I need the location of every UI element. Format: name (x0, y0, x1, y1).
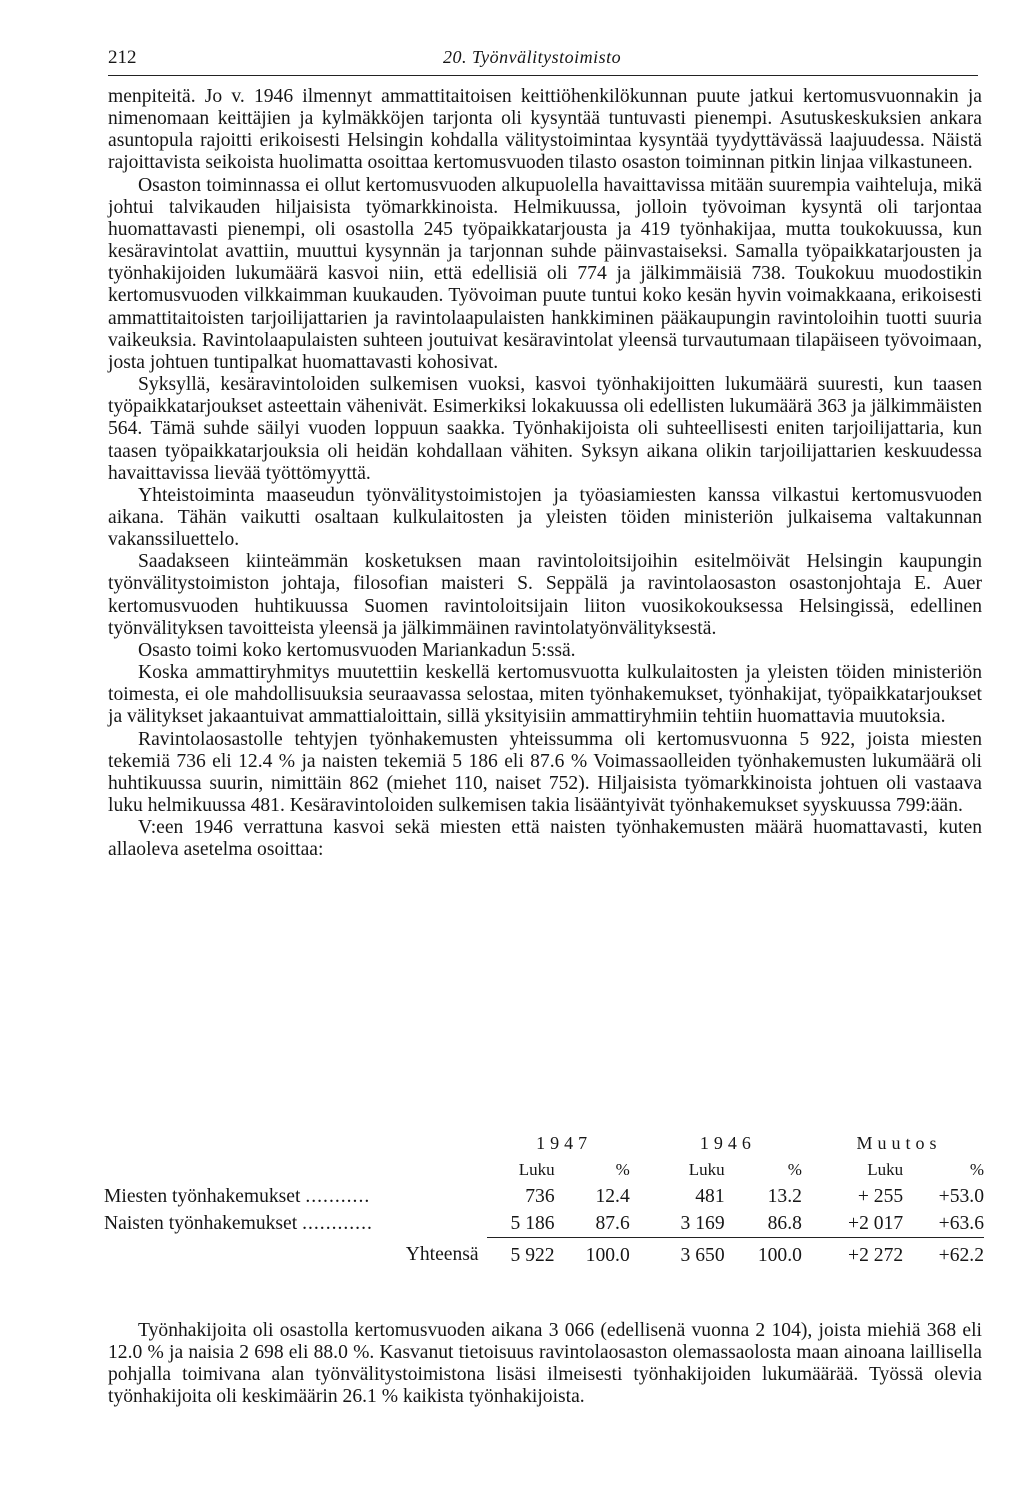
table-cell: 100.0 (555, 1238, 642, 1270)
table-sub-header-row (104, 1157, 984, 1183)
row-label-text: Naisten työnhakemukset (104, 1212, 298, 1234)
table-cell: 100.0 (725, 1238, 814, 1270)
year-header-change: Muutos (856, 1133, 942, 1153)
column-header: Luku (688, 1160, 725, 1179)
table-cell: +2 017 (848, 1212, 904, 1234)
statistics-table (104, 1130, 984, 1269)
column-header: Luku (867, 1160, 904, 1179)
table-cell: +53.0 (938, 1185, 984, 1207)
paragraph: Syksyllä, kesäravintoloiden sulkemisen vuoksi, kasvoi työnhakijoitten lukumäärä suuresti, kun taasen työpaikkatarjoukset asteettain vähenivät. Esimerkiksi lokakuussa oli edellisten lukumäärä 363 ja jälkimmäisten 564. Tämä suhde säilyi vuoden loppuun saakka. Työnhakijoista oli suhteellisesti eniten tarjoilijattaria, kun taasen työpaikkatarjouksia oli heidän kohdallaan vähiten. Syksyn aikana olikin tarjoilijattarien keskuudessa havaittavissa lievää työttömyyttä. (108, 374, 982, 484)
table-cell: 86.8 (767, 1212, 802, 1234)
table-cell: 13.2 (767, 1185, 802, 1207)
paragraph: Yhteistoiminta maaseudun työnvälitystoimistojen ja työasiamiesten kanssa vilkastui kertomusvuoden aikana. Tähän vaikutti osaltaan kulkulaitosten ja yleisten töiden ministeriön julkaisema valtakunnan vakanssiluettelo. (108, 484, 982, 551)
paragraph-continuation: menpiteitä. Jo v. 1946 ilmennyt ammattitaitoisen keittiöhenkilökunnan puute jatkui kertomusvuonnakin ja nimenomaan keittäjien ja kylmäkköjen tarjonta oli kysyntää tuntuvasti pienempi. Asutuskeskuksien ankara asuntopula rajoitti erikoisesti Helsingin kohdalla välitystoimintaa kysyntää tyydyttävässä laajuudessa. Näistä rajoittavista seikoista huolimatta osoittaa kertomusvuoden tilasto osaston toiminnan pitkin linjaa vilkastuneen. (108, 86, 982, 174)
table-cell: 12.4 (595, 1185, 630, 1207)
total-label: Yhteensä (405, 1244, 479, 1266)
table-cell: +2 272 (814, 1238, 903, 1270)
table-row (104, 1210, 984, 1238)
row-label-text: Miesten työnhakemukset (104, 1185, 301, 1207)
paragraph: V:een 1946 verrattuna kasvoi sekä miesten että naisten työnhakemusten määrä huomattavasti, kuten allaoleva asetelma osoittaa: (108, 817, 982, 861)
leader-dots: ........... (305, 1185, 371, 1207)
header-rule (108, 75, 978, 76)
paragraph: Ravintolaosastolle tehtyjen työnhakemusten yhteissumma oli kertomusvuonna 5 922, joista miesten tekemiä 736 eli 12.4 % ja naisten tekemiä 5 186 eli 87.6 % Voimassaolleiden työnhakemusten lukumäärä oli huhtikuussa suurin, nimittäin 862 (miehet 110, naiset 752). Hiljaisista työmarkkinoista johtuen oli vastaava luku helmikuussa 481. Kesäravintoloiden sulkemisen takia lisääntyivät työnhakemukset syyskuussa 799:ään. (108, 728, 982, 816)
page-header (108, 47, 978, 73)
table-year-header-row (104, 1130, 984, 1157)
paragraph: Työnhakijoita oli osastolla kertomusvuoden aikana 3 066 (edellisenä vuonna 2 104), joista miehiä 368 eli 12.0 % ja naisia 2 698 eli 88.0 %. Kasvanut tietoisuus ravintolaosaston olemassaolosta maan ainoana laillisella pohjalla toimivana alan työnvälitystoimistona lisäsi ilmeisesti työnhakijoiden lukumäärää. Työssä olevia työnhakijoita oli keskimäärin 26.1 % kaikista työnhakijoista. (108, 1320, 982, 1408)
table-cell: 736 (525, 1185, 555, 1207)
running-head: 20. Työnvälitystoimisto (443, 47, 622, 67)
table-cell: 5 922 (487, 1238, 555, 1270)
paragraph: Saadakseen kiinteämmän kosketuksen maan ravintoloitsijoihin esitelmöivät Helsingin kaupungin työnvälitystoimiston johtaja, filosofian maisteri S. Seppälä ja ravintolaosaston osastonjohtaja E. Auer kertomusvuoden huhtikuussa Suomen ravintoloitsijain liiton vuosikokouksessa Helsingissä, edellinen työnvälityksen tavoitteista yleensä ja jälkimmäinen ravintolatyönvälityksestä. (108, 551, 982, 639)
table-cell: +63.6 (938, 1212, 984, 1234)
paragraph: Osaston toiminnassa ei ollut kertomusvuoden alkupuolella havaittavissa mitään suurempia vaihteluja, mikä johtui talvikauden hiljaisista työmarkkinoista. Helmikuussa, jolloin työvoiman kysyntä oli tarjontaa huomattavasti pienempi, oli osastolla 245 työpaikkatarjousta ja 419 työnhakijaa, mutta toukokuussa, kun kesäravintolat avattiin, muuttui kysynnän ja tarjonnan suhde päinvastaiseksi. Samalla työpaikkatarjousten ja työnhakijoiden lukumäärä kasvoi niin, että edellisiä oli 774 ja jälkimmäisiä 738. Toukokuu muodostikin kertomusvuoden vilkkaimman kuukauden. Työvoiman puute tuntui koko kesän hyvin voimakkaana, erikoisesti ammattitaitoisten tarjoilijattarien ja ravintolaapulaisten hankkiminen pääkaupungin ravintoloihin tuotti suuria vaikeuksia. Ravintolaapulaisten suhteen joutuivat kesäravintolat yleensä turvautumaan tilapäiseen työvoimaan, josta johtuen tuntipalkat huomattavasti kohosivat. (108, 174, 982, 373)
body-text (108, 86, 982, 861)
table-cell: 3 650 (642, 1238, 725, 1270)
table-total-row (104, 1238, 984, 1270)
column-header: Luku (518, 1160, 555, 1179)
paragraph: Osasto toimi koko kertomusvuoden Mariankadun 5:ssä. (138, 639, 576, 661)
year-header-1946: 1946 (699, 1133, 756, 1153)
table-cell: 87.6 (595, 1212, 630, 1234)
table-cell: 3 169 (680, 1212, 725, 1234)
row-label (104, 1183, 487, 1210)
table-cell: + 255 (857, 1185, 904, 1207)
column-header: % (615, 1160, 630, 1179)
column-header: % (969, 1160, 984, 1179)
table-cell: 5 186 (510, 1212, 555, 1234)
paragraph: Koska ammattiryhmitys muutettiin keskellä kertomusvuotta kulkulaitosten ja yleisten töiden ministeriön toimesta, ei ole mahdollisuuksia seuraavassa selostaa, miten työnhakemukset, työnhakijat, työpaikkatarjoukset ja välitykset jakaantuivat ammattialoittain, sillä yksityisiin ammattiryhmiin tehtiin huomattavia muutoksia. (108, 662, 982, 728)
statistics-table-wrap (104, 1130, 984, 1269)
closing-text (108, 1320, 982, 1409)
leader-dots: ............ (302, 1212, 373, 1234)
column-header: % (787, 1160, 802, 1179)
table-cell: +62.2 (903, 1238, 984, 1270)
year-header-1947: 1947 (536, 1133, 593, 1153)
table-row (104, 1183, 984, 1210)
page-number: 212 (108, 47, 137, 68)
row-label (104, 1210, 487, 1238)
table-cell: 481 (695, 1185, 725, 1207)
